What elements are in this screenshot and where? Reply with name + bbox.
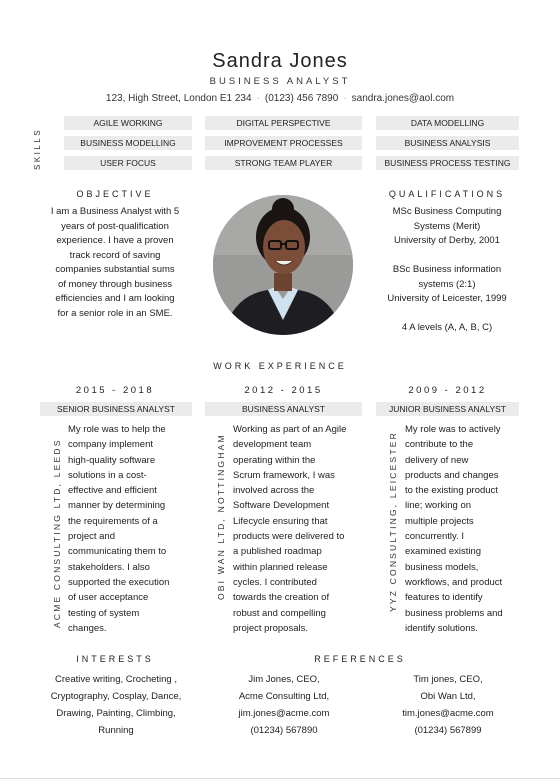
work-experience-heading: WORK EXPERIENCE <box>213 361 347 371</box>
job-role: BUSINESS ANALYST <box>205 402 362 416</box>
skill-chip: DIGITAL PERSPECTIVE <box>205 116 362 130</box>
page-bottom-divider <box>0 778 560 779</box>
references-heading: REFERENCES <box>314 654 406 664</box>
candidate-name: Sandra Jones <box>212 50 348 72</box>
job-years: 2012 - 2015 <box>244 385 323 396</box>
skill-chip: BUSINESS MODELLING <box>64 136 192 150</box>
job-description: Working as part of an Agile development team operating within the Scrum framework, I was involved across the Software Development Lifecycle ensuring that products were delivered to a published roadmap within planned release cycles. I contributed towards the creation of robust and compelling project proposals. <box>233 424 347 634</box>
skill-chip: IMPROVEMENT PROCESSES <box>205 136 362 150</box>
profile-photo <box>213 195 353 335</box>
job-years: 2015 - 2018 <box>75 385 155 396</box>
objective-heading: OBJECTIVE <box>76 189 154 199</box>
skills-label: SKILLS <box>33 127 42 170</box>
job-title: BUSINESS ANALYST <box>209 76 351 87</box>
skill-chip: BUSINESS ANALYSIS <box>376 136 519 150</box>
interests-text: Creative writing, Crocheting , Cryptography, Cosplay, Dance, Drawing, Painting, Climbing, Running <box>50 674 182 736</box>
skill-chip: USER FOCUS <box>64 156 192 170</box>
company-name: OBI WAN LTD, NOTTINGHAM <box>216 433 226 600</box>
separator-dot: · <box>256 93 260 104</box>
job-role: SENIOR BUSINESS ANALYST <box>40 402 192 416</box>
contact-line <box>0 93 560 104</box>
reference-card: Jim Jones, CEO, Acme Consulting Ltd, jim.jones@acme.com (01234) 567890 <box>210 671 358 739</box>
skill-chip: AGILE WORKING <box>64 116 192 130</box>
skill-chip: BUSINESS PROCESS TESTING <box>376 156 519 170</box>
company-name: YYZ CONSULTING, LEICESTER <box>388 431 398 612</box>
job-description: My role was to help the company implement high-quality software solutions in a cost- effective and efficient manner by determining the requirements of a project and communicating them to stakeholders. I also supported the execution of user acceptance testing of system changes. <box>68 424 170 634</box>
skill-chip: STRONG TEAM PLAYER <box>205 156 362 170</box>
person-portrait-icon <box>213 195 353 335</box>
qualifications-text: MSc Business Computing Systems (Merit) University of Derby, 2001 BSc Business information systems (2:1) University of Leicester, 1999 4 A levels (A, A, B, C) <box>387 206 507 333</box>
separator-dot: · <box>343 93 347 104</box>
skill-chip: DATA MODELLING <box>376 116 519 130</box>
reference-email: tim.jones@acme.com <box>402 708 494 719</box>
job-description: My role was to actively contribute to the delivery of new products and changes to the existing product line; working on multiple projects concurrently. I examined existing business models, workflows, and product features to identify business problems and identify solutions. <box>405 424 503 634</box>
interests-heading: INTERESTS <box>76 654 154 664</box>
reference-email: jim.jones@acme.com <box>238 708 330 719</box>
qualifications-heading: QUALIFICATIONS <box>388 189 506 199</box>
reference-card: Tim jones, CEO, Obi Wan Ltd, tim.jones@acme.com (01234) 567899 <box>374 671 522 739</box>
company-name: ACME CONSULTING LTD, LEEDS <box>52 438 62 628</box>
email: sandra.jones@aol.com <box>351 93 455 104</box>
address: 123, High Street, London E1 234 <box>105 93 252 104</box>
job-role: JUNIOR BUSINESS ANALYST <box>376 402 519 416</box>
objective-text: I am a Business Analyst with 5 years of post-qualification experience. I have a proven track record of saving companies substantial sums of money through business efficiencies and I am looking for a senior role in an SME. <box>50 206 180 319</box>
job-years: 2009 - 2012 <box>408 385 487 396</box>
phone: (0123) 456 7890 <box>264 93 339 104</box>
